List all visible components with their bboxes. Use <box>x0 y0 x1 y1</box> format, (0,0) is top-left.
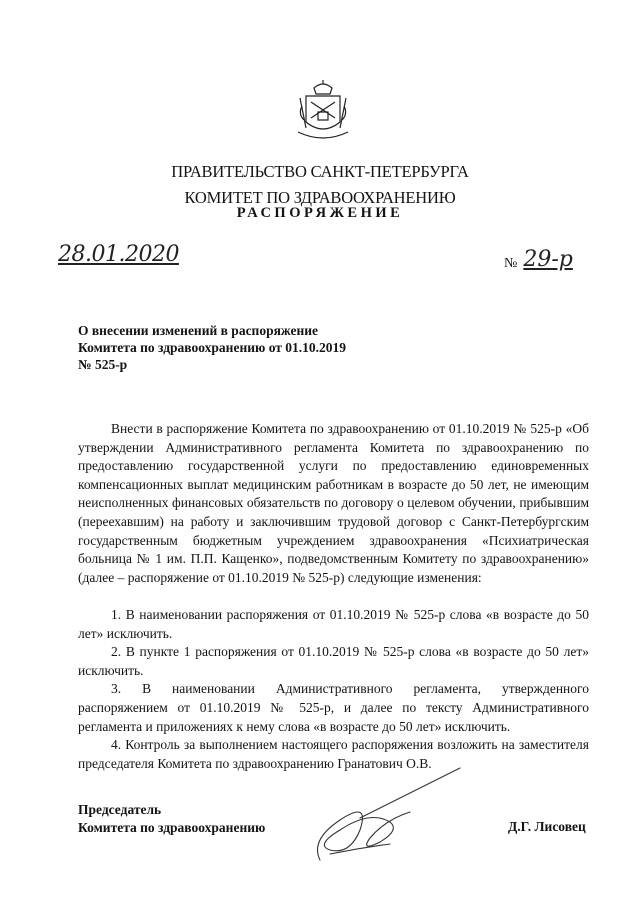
position-line: Комитета по здравоохранению <box>78 820 266 835</box>
number-value: 29-р <box>523 247 573 272</box>
position-line: Председатель <box>78 802 162 817</box>
signatory-name: Д.Г. Лисовец <box>508 819 586 834</box>
document-body <box>78 420 589 773</box>
committee-title: КОМИТЕТ ПО ЗДРАВООХРАНЕНИЮ <box>184 188 456 207</box>
subject-line: № 525-р <box>78 357 128 372</box>
amendment-item: 1. В наименовании распоряжения от 01.10.2019 № 525-р слова «в возрасте до 50 лет» исключить. <box>78 606 589 641</box>
government-title: ПРАВИТЕЛЬСТВО САНКТ-ПЕТЕРБУРГА <box>171 162 469 181</box>
signatory-position <box>78 801 265 837</box>
document-number <box>504 247 579 272</box>
subject-line: О внесении изменений в распоряжение <box>78 323 319 338</box>
coat-of-arms-icon <box>296 78 350 144</box>
amendments-list <box>78 606 589 773</box>
amendment-item: 4. Контроль за выполнением настоящего распоряжения возложить на заместителя председателя Комитета по здравоохранению Гранатович О.В. <box>78 737 589 771</box>
document-type: РАСПОРЯЖЕНИЕ <box>236 205 404 221</box>
handwritten-signature <box>300 760 470 870</box>
subject-line: Комитета по здравоохранению от 01.10.2019 <box>78 340 347 355</box>
number-sign: № <box>504 256 518 271</box>
document-date: 28.01.2020 <box>58 242 179 267</box>
amendment-item: 3. В наименовании Административного регламента, утвержденного распоряжением от 01.10.2019 № 525-р, и далее по тексту Административного регламента и приложениях к нему слова «в возрасте до 50 лет» исключить. <box>78 681 589 734</box>
amendment-item: 2. В пункте 1 распоряжения от 01.10.2019 № 525-р слова «в возрасте до 50 лет» исключить. <box>78 644 589 678</box>
document-subject <box>78 322 398 373</box>
preamble-paragraph: Внести в распоряжение Комитета по здравоохранению от 01.10.2019 № 525-р «Об утверждении Административного регламента Комитета по здравоохранению по предоставлению государственной услуги по предоставлению единовременных компенсационных выплат медицинским работникам в возрасте до 50 лет, не имеющим неисполненных финансовых обязательств по договору о целевом обучении, прибывшим (переехавшим) на работу и заключившим трудовой договор с Санкт-Петербургским государственным бюджетным учреждением здравоохранения «Психиатрическая больница № 1 им. П.П. Кащенко», подведомственным Комитету по здравоохранению» (далее – распоряжение от 01.10.2019 № 525-р) следующие изменения: <box>78 421 589 585</box>
